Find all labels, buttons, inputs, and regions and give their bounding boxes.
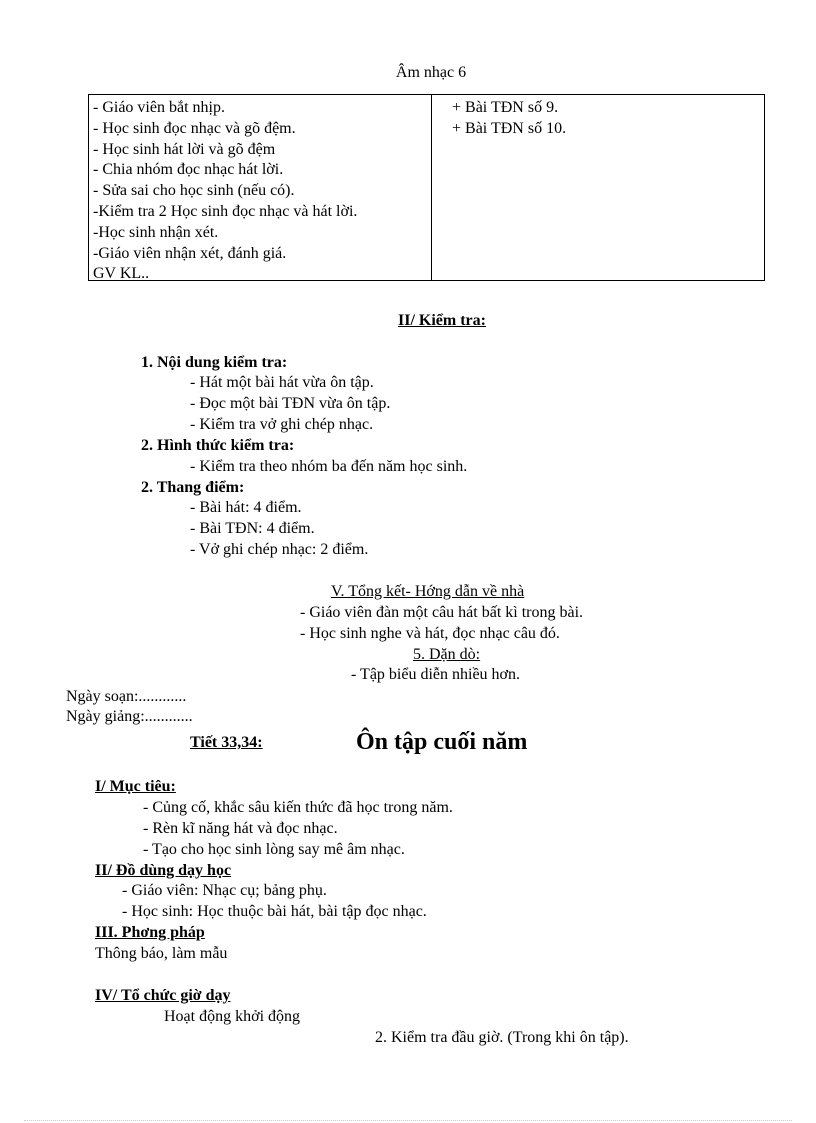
activity-table xyxy=(88,94,765,281)
list-item: - Giáo viên đàn một câu hát bất kì trong bài. xyxy=(300,604,584,621)
table-line: - Học sinh đọc nhạc và gõ đệm. xyxy=(93,119,296,137)
list-item: - Bài TĐN: 4 điểm. xyxy=(190,520,315,537)
date-prepared: Ngày soạn:............ xyxy=(66,688,187,705)
table-line: - Chia nhóm đọc nhạc hát lời. xyxy=(93,161,284,179)
list-item: - Tập biểu diễn nhiều hơn. xyxy=(351,666,521,683)
section-title: 2. Thang điểm: xyxy=(141,479,245,496)
do-dung-heading: II/ Đồ dùng dạy học xyxy=(95,862,232,879)
phuong-phap-text: Thông báo, làm mẫu xyxy=(95,945,228,962)
lesson-title: Ôn tập cuối năm xyxy=(356,729,528,755)
table-right-column xyxy=(432,95,764,280)
list-item: - Kiểm tra vở ghi chép nhạc. xyxy=(190,416,374,433)
list-item: - Học sinh nghe và hát, đọc nhạc câu đó. xyxy=(300,625,560,642)
table-line: GV KL.. xyxy=(93,265,150,283)
table-line: + Bài TĐN số 9. xyxy=(452,99,559,116)
table-left-column xyxy=(89,95,432,283)
table-line: - Sửa sai cho học sinh (nếu có). xyxy=(93,182,295,200)
tong-ket-heading: V. Tổng kết- Hớng dẫn về nhà xyxy=(331,583,525,600)
muc-tieu-heading: I/ Mục tiêu: xyxy=(95,778,176,795)
list-item: - Học sinh: Học thuộc bài hát, bài tập đọc nhạc. xyxy=(122,903,427,920)
page-bottom-rule xyxy=(24,1120,792,1121)
list-item: - Đọc một bài TĐN vừa ôn tập. xyxy=(190,395,391,412)
kiem-tra-dau-gio-text: 2. Kiểm tra đầu giờ. (Trong khi ôn tập). xyxy=(375,1029,629,1046)
dan-do-heading: 5. Dặn dò: xyxy=(413,646,481,663)
list-item: - Hát một bài hát vừa ôn tập. xyxy=(190,374,374,391)
lesson-number: Tiết 33,34: xyxy=(190,734,263,751)
list-item: - Rèn kĩ năng hát và đọc nhạc. xyxy=(143,820,338,837)
list-item: - Giáo viên: Nhạc cụ; bảng phụ. xyxy=(122,882,327,899)
list-item: - Tạo cho học sinh lòng say mê âm nhạc. xyxy=(143,841,405,858)
list-item: - Vở ghi chép nhạc: 2 điểm. xyxy=(190,541,369,558)
list-item: - Củng cố, khắc sâu kiến thức đã học trong năm. xyxy=(143,799,453,816)
table-line: -Kiểm tra 2 Học sinh đọc nhạc và hát lời. xyxy=(93,202,358,220)
page-header: Âm nhạc 6 xyxy=(395,64,467,81)
list-item: - Bài hát: 4 điểm. xyxy=(190,499,302,516)
section-title: 2. Hình thức kiểm tra: xyxy=(141,437,295,454)
phuong-phap-heading: III. Phơng pháp xyxy=(95,924,205,941)
kiem-tra-heading: II/ Kiểm tra: xyxy=(398,312,486,329)
table-line: -Giáo viên nhận xét, đánh giá. xyxy=(93,244,287,262)
date-taught: Ngày giảng:............ xyxy=(66,708,193,725)
table-line: - Học sinh hát lời và gõ đệm xyxy=(93,140,276,158)
table-line: - Giáo viên bắt nhịp. xyxy=(93,99,225,116)
section-title: 1. Nội dung kiểm tra: xyxy=(141,354,288,371)
table-line: -Học sinh nhận xét. xyxy=(93,223,219,241)
khoi-dong-text: Hoạt động khởi động xyxy=(164,1008,301,1025)
table-line: + Bài TĐN số 10. xyxy=(452,119,567,137)
to-chuc-heading: IV/ Tổ chức giờ dạy xyxy=(95,987,231,1004)
list-item: - Kiểm tra theo nhóm ba đến năm học sinh. xyxy=(190,458,468,475)
